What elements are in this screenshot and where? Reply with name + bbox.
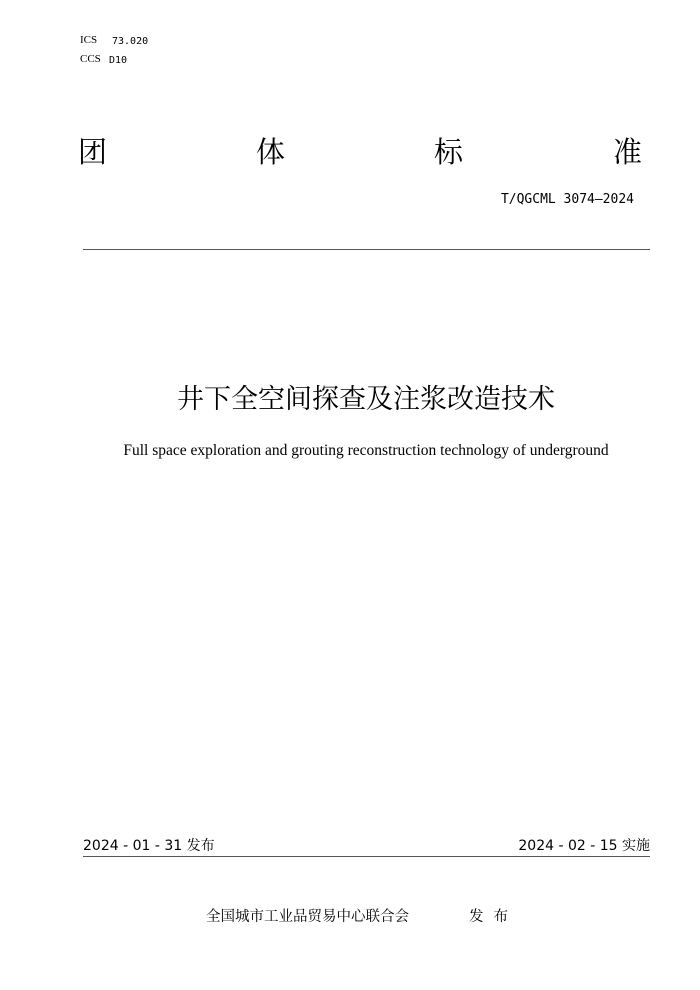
header-title-char-1: 团 bbox=[78, 135, 108, 169]
bottom-divider bbox=[83, 856, 650, 857]
header-title-char-4: 准 bbox=[613, 135, 643, 169]
implementation-date: 2024 - 02 - 15 实施 bbox=[518, 838, 650, 854]
document-title-zh: 井下全空间探查及注浆改造技术 bbox=[177, 384, 555, 415]
issue-date: 2024 - 01 - 31 发布 bbox=[83, 838, 215, 854]
publisher-name: 全国城市工业品贸易中心联合会 bbox=[206, 909, 409, 925]
ccs-label: CCS bbox=[80, 53, 101, 65]
document-title-en: Full space exploration and grouting reconstruction technology of underground bbox=[123, 442, 609, 459]
ics-label: ICS bbox=[80, 34, 98, 46]
ics-value: 73.020 bbox=[112, 36, 149, 47]
header-title-char-3: 标 bbox=[434, 135, 464, 169]
standard-number: T/QGCML 3074—2024 bbox=[500, 192, 634, 207]
header-title-char-2: 体 bbox=[256, 135, 286, 169]
top-divider bbox=[83, 249, 650, 250]
publish-label: 发布 bbox=[469, 909, 518, 925]
ccs-value: D10 bbox=[109, 55, 128, 66]
